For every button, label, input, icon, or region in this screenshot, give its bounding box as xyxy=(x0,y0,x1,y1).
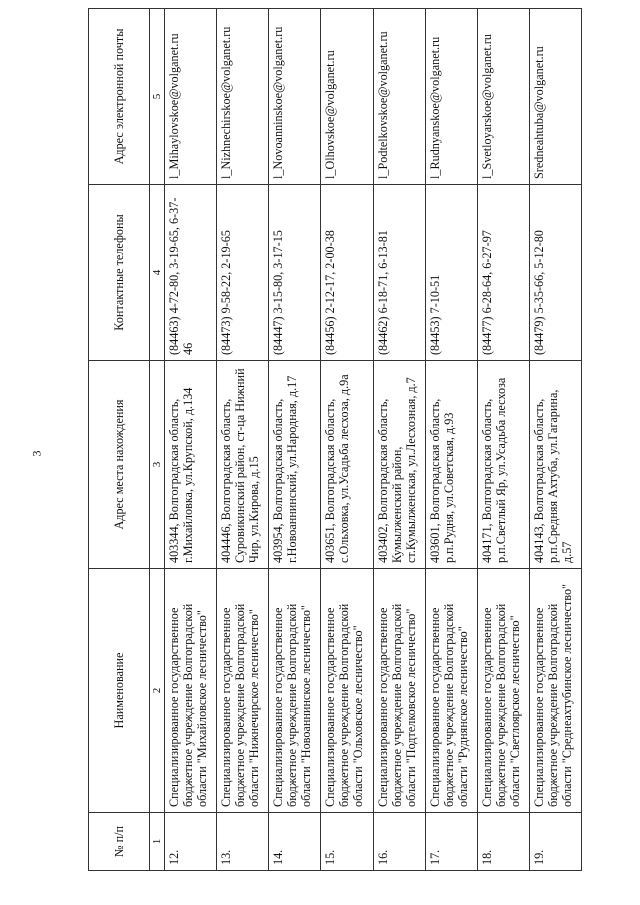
table-row xyxy=(321,9,373,871)
cell-phone: (84447) 3-15-80, 3-17-15 xyxy=(269,185,321,361)
cell-no: 18. xyxy=(477,813,529,871)
cell-name: Специализированное государственное бюджетное учреждение Волгоградской области "Нижнечирское лесничество" xyxy=(217,569,269,813)
header-name: Наименование xyxy=(89,569,150,813)
table-row xyxy=(529,9,581,871)
cell-address: 403651, Волгоградская область, с.Ольховка, ул.Усадьба лесхоза, д.9а xyxy=(321,361,373,569)
cell-no: 13. xyxy=(217,813,269,871)
cell-phone: (84473) 9-58-22, 2-19-65 xyxy=(217,185,269,361)
cell-name: Специализированное государственное бюджетное учреждение Волгоградской области "Новоаннинское лесничество" xyxy=(269,569,321,813)
cell-no: 16. xyxy=(373,813,425,871)
column-number: 2 xyxy=(150,569,165,813)
cell-phone: (84462) 6-18-71, 6-13-81 xyxy=(373,185,425,361)
header-phones: Контактные телефоны xyxy=(89,185,150,361)
column-number: 3 xyxy=(150,361,165,569)
column-number: 1 xyxy=(150,813,165,871)
cell-name: Специализированное государственное бюджетное учреждение Волгоградской области "Светлоярское лесничество" xyxy=(477,569,529,813)
table-frame xyxy=(88,9,582,871)
cell-no: 17. xyxy=(425,813,477,871)
cell-name: Специализированное государственное бюджетное учреждение Волгоградской области "Михайловское лесничество" xyxy=(165,569,217,813)
table-row xyxy=(477,9,529,871)
cell-address: 404446, Волгоградская область, Суровикинский район, ст-ца Нижний Чир, ул.Кирова, д.15 xyxy=(217,361,269,569)
table-row xyxy=(217,9,269,871)
cell-name: Специализированное государственное бюджетное учреждение Волгоградской области "Ольховское лесничество" xyxy=(321,569,373,813)
cell-email: l_Nizhnechirskoe@volganet.ru xyxy=(217,9,269,185)
cell-email: l_Mihaylovskoe@volganet.ru xyxy=(165,9,217,185)
cell-address: 403954, Волгоградская область, г.Новоаннинский, ул.Народная, д.17 xyxy=(269,361,321,569)
cell-email: l_Novoanninskoe@volganet.ru xyxy=(269,9,321,185)
table-body xyxy=(165,9,582,871)
table-row xyxy=(165,9,217,871)
cell-phone: (84463) 4-72-80, 3-19-65, 6-37-46 xyxy=(165,185,217,361)
cell-no: 19. xyxy=(529,813,581,871)
cell-address: 403402, Волгоградская область, Кумылженский район, ст.Кумылженская, ул.Лесхозная, д.7 xyxy=(373,361,425,569)
table-row xyxy=(373,9,425,871)
cell-email: l_Podtelkovskoe@volganet.ru xyxy=(373,9,425,185)
table-row xyxy=(425,9,477,871)
cell-address: 403344, Волгоградская область, г.Михайловка, ул.Крупской, д.134 xyxy=(165,361,217,569)
cell-phone: (84453) 7-10-51 xyxy=(425,185,477,361)
column-number: 4 xyxy=(150,185,165,361)
cell-email: l_Svetloyarskoe@volganet.ru xyxy=(477,9,529,185)
cell-address: 403601, Волгоградская область, р.п.Рудня, ул.Советская, д.93 xyxy=(425,361,477,569)
cell-address: 404171, Волгоградская область, р.п.Светлый Яр, ул.Усадьба лесхоза xyxy=(477,361,529,569)
forestry-table xyxy=(88,8,582,871)
column-number: 5 xyxy=(150,9,165,185)
cell-phone: (84477) 6-28-64, 6-27-97 xyxy=(477,185,529,361)
page-number: 3 xyxy=(29,450,44,457)
cell-email: Sredneahtuba@volganet.ru xyxy=(529,9,581,185)
header-no: № п/п xyxy=(89,813,150,871)
cell-address: 404143, Волгоградская область, р.п.Средняя Ахтуба, ул.Гагарина, д.57 xyxy=(529,361,581,569)
column-numbers-row xyxy=(150,9,165,871)
cell-name: Специализированное государственное бюджетное учреждение Волгоградской области "Подтелковское лесничество" xyxy=(373,569,425,813)
table-row xyxy=(269,9,321,871)
header-email: Адрес электронной почты xyxy=(89,9,150,185)
cell-phone: (84479) 5-35-66, 5-12-80 xyxy=(529,185,581,361)
cell-email: l_Rudnyanskoe@volganet.ru xyxy=(425,9,477,185)
cell-phone: (84456) 2-12-17, 2-00-38 xyxy=(321,185,373,361)
cell-no: 12. xyxy=(165,813,217,871)
cell-no: 14. xyxy=(269,813,321,871)
cell-name: Специализированное государственное бюджетное учреждение Волгоградской области "Среднеахтубинское лесничество" xyxy=(529,569,581,813)
cell-email: l_Olhovskoe@volganet.ru xyxy=(321,9,373,185)
header-row xyxy=(89,9,150,871)
header-address: Адрес места нахождения xyxy=(89,361,150,569)
cell-no: 15. xyxy=(321,813,373,871)
cell-name: Специализированное государственное бюджетное учреждение Волгоградской области "Руднянское лесничество" xyxy=(425,569,477,813)
